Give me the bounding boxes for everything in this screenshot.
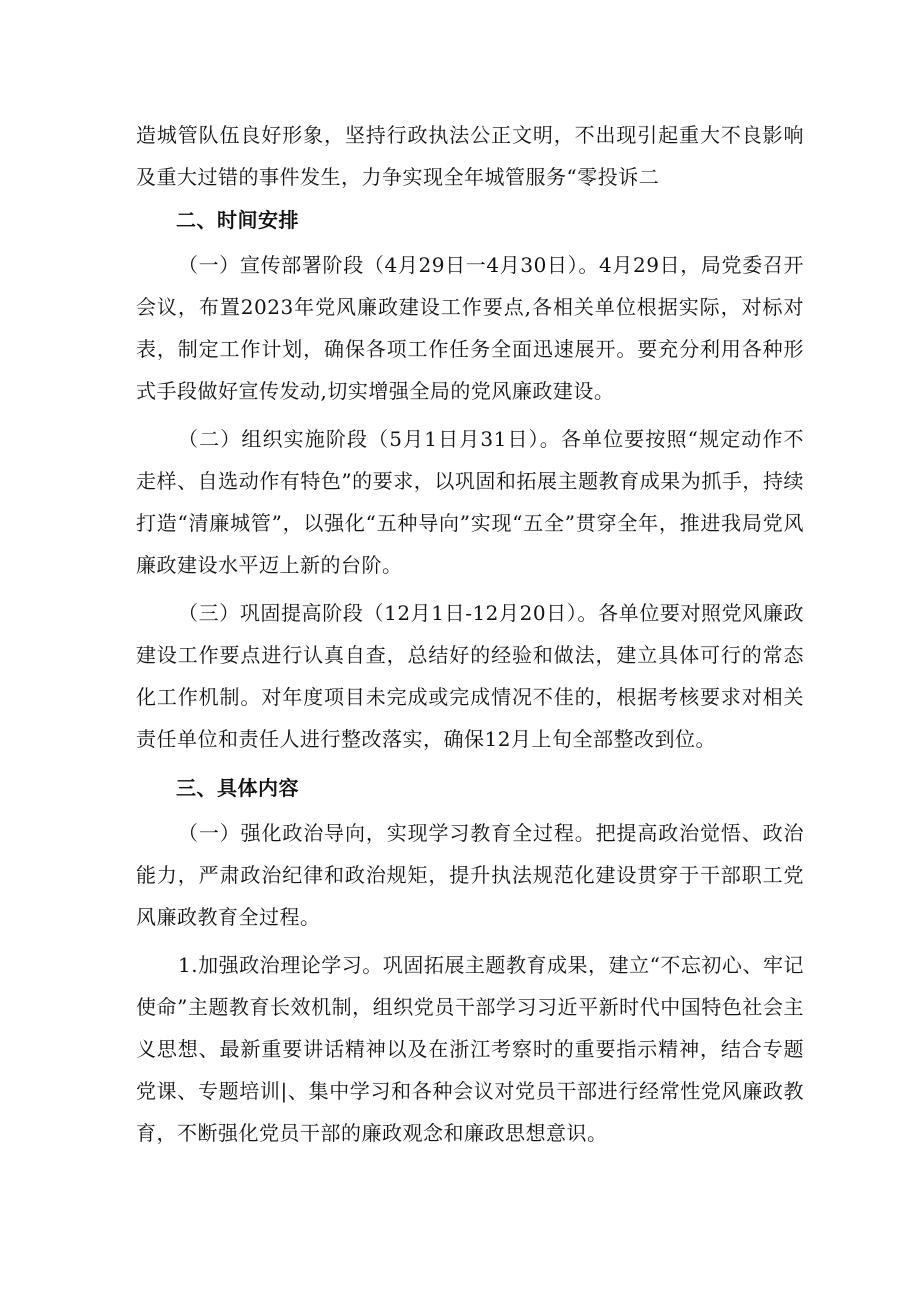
paragraph-stage-one: （一）宣传部署阶段（4月29日一4月30日）。4月29日，局党委召开会议，布置2023年党风廉政建设工作要点,各相关单位根据实际，对标对表，制定工作计划，确保各项工作任务全面迅速展开。要充分利用各种形式手段做好宣传发动,切实增强全局的党风廉政建设。 [136, 253, 804, 403]
section-heading-content: 三、具体内容 [176, 776, 299, 800]
section-heading-schedule: 二、时间安排 [176, 208, 299, 232]
paragraph-theory-study: 1.加强政治理论学习。巩固拓展主题教育成果，建立“不忘初心、牢记使命”主题教育长效机制，组织党员干部学习习近平新时代中国特色社会主义思想、最新重要讲话精神以及在浙江考察时的重要指示精神，结合专题党课、专题培训|、集中学习和各种会议对党员干部进行经常性党风廉政教育，不断强化党员干部的廉政观念和廉政思想意识。 [136, 953, 804, 1145]
paragraph-continuation: 造城管队伍良好形象，坚持行政执法公正文明，不出现引起重大不良影响及重大过错的事件发生，力争实现全年城管服务“零投诉二 [136, 123, 804, 189]
paragraph-stage-two: （二）组织实施阶段（5月1日月31日）。各单位要按照“规定动作不走样、自选动作有特色”的要求，以巩固和拓展主题教育成果为抓手，持续打造“清廉城管”，以强化“五种导向”实现“五全”贯穿全年，推进我局党风廉政建设水平迈上新的台阶。 [136, 427, 804, 577]
paragraph-stage-three: （三）巩固提高阶段（12月1日-12月20日）。各单位要对照党风廉政建设工作要点进行认真自查，总结好的经验和做法，建立具体可行的常态化工作机制。对年度项目未完成或完成情况不佳的，根据考核要求对相关责任单位和责任人进行整改落实，确保12月上旬全部整改到位。 [136, 601, 804, 751]
paragraph-political-orientation: （一）强化政治导向，实现学习教育全过程。把提高政治觉悟、政治能力，严肃政治纪律和政治规矩，提升执法规范化建设贯穿于干部职工党风廉政教育全过程。 [136, 821, 804, 929]
